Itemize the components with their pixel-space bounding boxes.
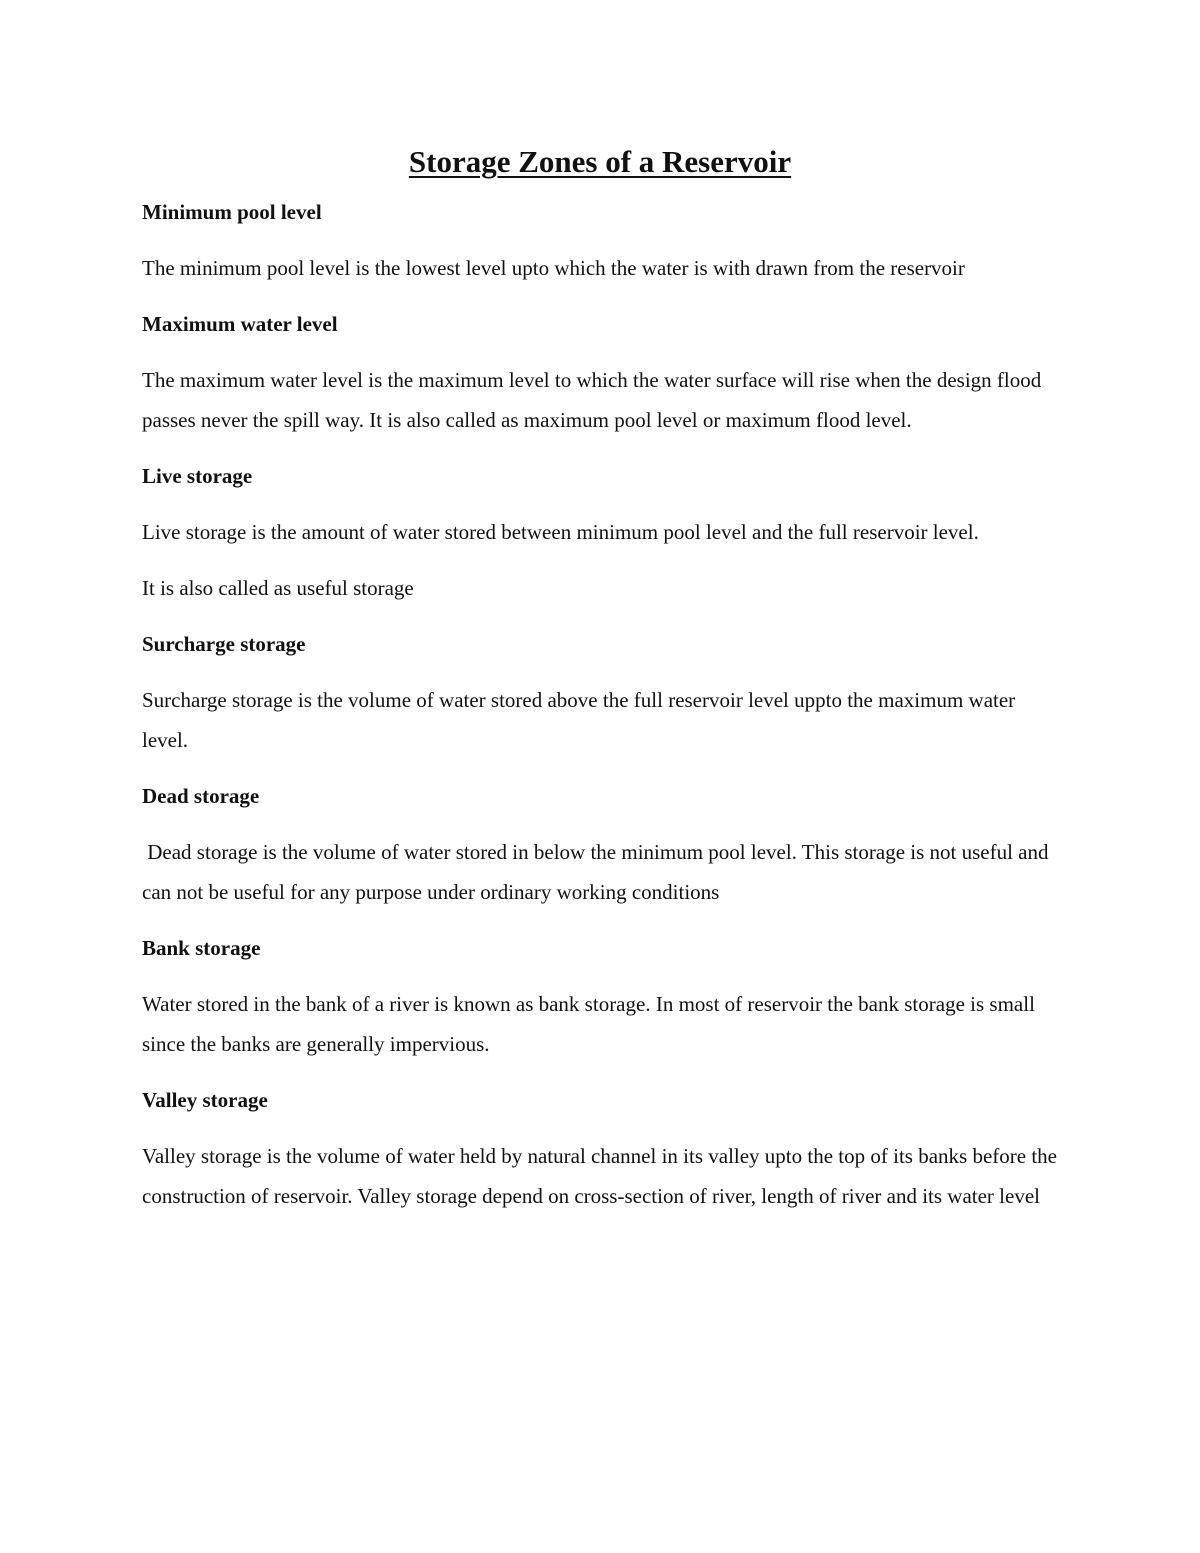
section-paragraph: The maximum water level is the maximum level to which the water surface will rise when the design flood passes never the spill way. It is also called as maximum pool level or maximum flood level. xyxy=(142,368,1042,432)
section-bank-storage xyxy=(142,928,1062,1064)
section-paragraph: Dead storage is the volume of water stored in below the minimum pool level. This storage is not useful and can not be useful for any purpose under ordinary working conditions xyxy=(142,840,1054,904)
section-heading: Dead storage xyxy=(142,784,260,808)
section-surcharge-storage xyxy=(142,624,1062,760)
section-valley-storage xyxy=(142,1080,1062,1216)
section-heading: Live storage xyxy=(142,464,253,488)
section-paragraph: Surcharge storage is the volume of water stored above the full reservoir level uppto the maximum water level. xyxy=(142,688,1016,752)
section-heading: Maximum water level xyxy=(142,312,338,336)
section-minimum-pool-level xyxy=(142,192,1062,288)
section-heading: Valley storage xyxy=(142,1088,268,1112)
section-paragraph: It is also called as useful storage xyxy=(142,576,414,600)
section-paragraph: Valley storage is the volume of water held by natural channel in its valley upto the top of its banks before the construction of reservoir. Valley storage depend on cross-section of river, length of river and its water level xyxy=(142,1144,1057,1208)
section-live-storage xyxy=(142,456,1062,608)
section-paragraph: The minimum pool level is the lowest level upto which the water is with drawn from the reservoir xyxy=(142,256,965,280)
section-heading: Surcharge storage xyxy=(142,632,306,656)
section-heading: Minimum pool level xyxy=(142,200,322,224)
section-maximum-water-level xyxy=(142,304,1062,440)
section-paragraph: Water stored in the bank of a river is known as bank storage. In most of reservoir the bank storage is small since the banks are generally impervious. xyxy=(142,992,1035,1056)
section-dead-storage xyxy=(142,776,1062,912)
section-heading: Bank storage xyxy=(142,936,261,960)
page-title: Storage Zones of a Reservoir xyxy=(408,144,792,179)
document-body xyxy=(142,192,1062,1232)
section-paragraph: Live storage is the amount of water stored between minimum pool level and the full reservoir level. xyxy=(142,520,979,544)
